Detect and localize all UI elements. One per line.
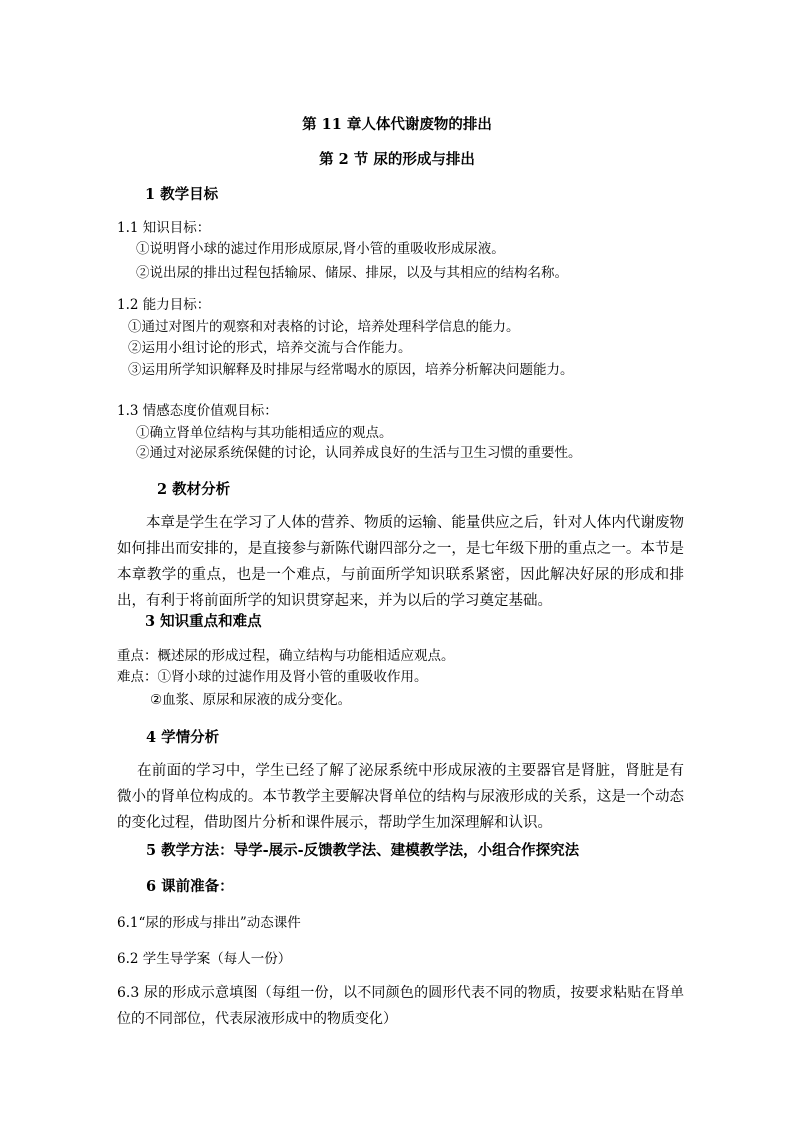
subheading-knowledge-goals: 1.1 知识目标： <box>117 220 211 236</box>
knowledge-goal-2: ②说出尿的排出过程包括输尿、储尿、排尿，以及与其相应的结构名称。 <box>136 265 568 281</box>
subheading-emotion-goals: 1.3 情感态度价值观目标： <box>117 403 278 419</box>
heading-teaching-goals: 1 教学目标 <box>145 186 219 203</box>
emotion-goal-1: ①确立肾单位结构与其功能相适应的观点。 <box>136 425 393 441</box>
student-analysis-paragraph: 在前面的学习中，学生已经了解了泌尿系统中形成尿液的主要器官是肾脏，肾脏是有微小的肾单位构成的。本节教学主要解决肾单位的结构与尿液形成的关系，这是一个动态的变化过程，借助图片分析和课件展示，帮助学生加深理解和认识。 <box>117 763 684 831</box>
difficult-point-1: 难点：①肾小球的过滤作用及肾小管的重吸收作用。 <box>117 669 428 685</box>
heading-student-analysis: 4 学情分析 <box>146 729 220 746</box>
textbook-analysis-paragraph: 本章是学生在学习了人体的营养、物质的运输、能量供应之后，针对人体内代谢废物如何排出而安排的，是直接参与新陈代谢四部分之一，是七年级下册的重点之一。本节是本章教学的重点，也是一个难点，与前面所学知识联系紧密，因此解决好尿的形成和排出，有利于将前面所学的知识贯穿起来，并为以后的学习奠定基础。 <box>117 515 684 609</box>
knowledge-goal-1: ①说明肾小球的滤过作用形成原尿,肾小管的重吸收形成尿液。 <box>136 241 505 257</box>
emotion-goal-2: ②通过对泌尿系统保健的讨论，认同养成良好的生活与卫生习惯的重要性。 <box>136 445 582 461</box>
ability-goal-2: ②运用小组讨论的形式，培养交流与合作能力。 <box>128 340 412 356</box>
subheading-ability-goals: 1.2 能力目标： <box>117 297 211 313</box>
preparation-item-2: 6.2 学生导学案（每人一份） <box>117 951 292 967</box>
heading-textbook-analysis: 2 教材分析 <box>157 481 231 498</box>
preparation-item-1: 6.1“尿的形成与排出”动态课件 <box>117 915 301 931</box>
key-point: 重点：概述尿的形成过程，确立结构与功能相适应观点。 <box>117 648 455 664</box>
chapter-title: 第 11 章人体代谢废物的排出 <box>302 116 492 133</box>
ability-goal-1: ①通过对图片的观察和对表格的讨论，培养处理科学信息的能力。 <box>128 319 520 335</box>
heading-teaching-methods: 5 教学方法：导学-展示-反馈教学法、建模教学法，小组合作探究法 <box>146 842 580 859</box>
heading-preparation: 6 课前准备： <box>146 878 234 895</box>
heading-key-points: 3 知识重点和难点 <box>145 613 262 630</box>
ability-goal-3: ③运用所学知识解释及时排尿与经常喝水的原因，培养分析解决问题能力。 <box>128 362 574 378</box>
difficult-point-2: ②血浆、原尿和尿液的成分变化。 <box>150 692 352 708</box>
preparation-item-3: 6.3 尿的形成示意填图（每组一份，以不同颜色的圆形代表不同的物质，按要求粘贴在肾单位的不同部位，代表尿液形成中的物质变化） <box>117 985 684 1027</box>
section-title: 第 2 节 尿的形成与排出 <box>319 151 475 168</box>
